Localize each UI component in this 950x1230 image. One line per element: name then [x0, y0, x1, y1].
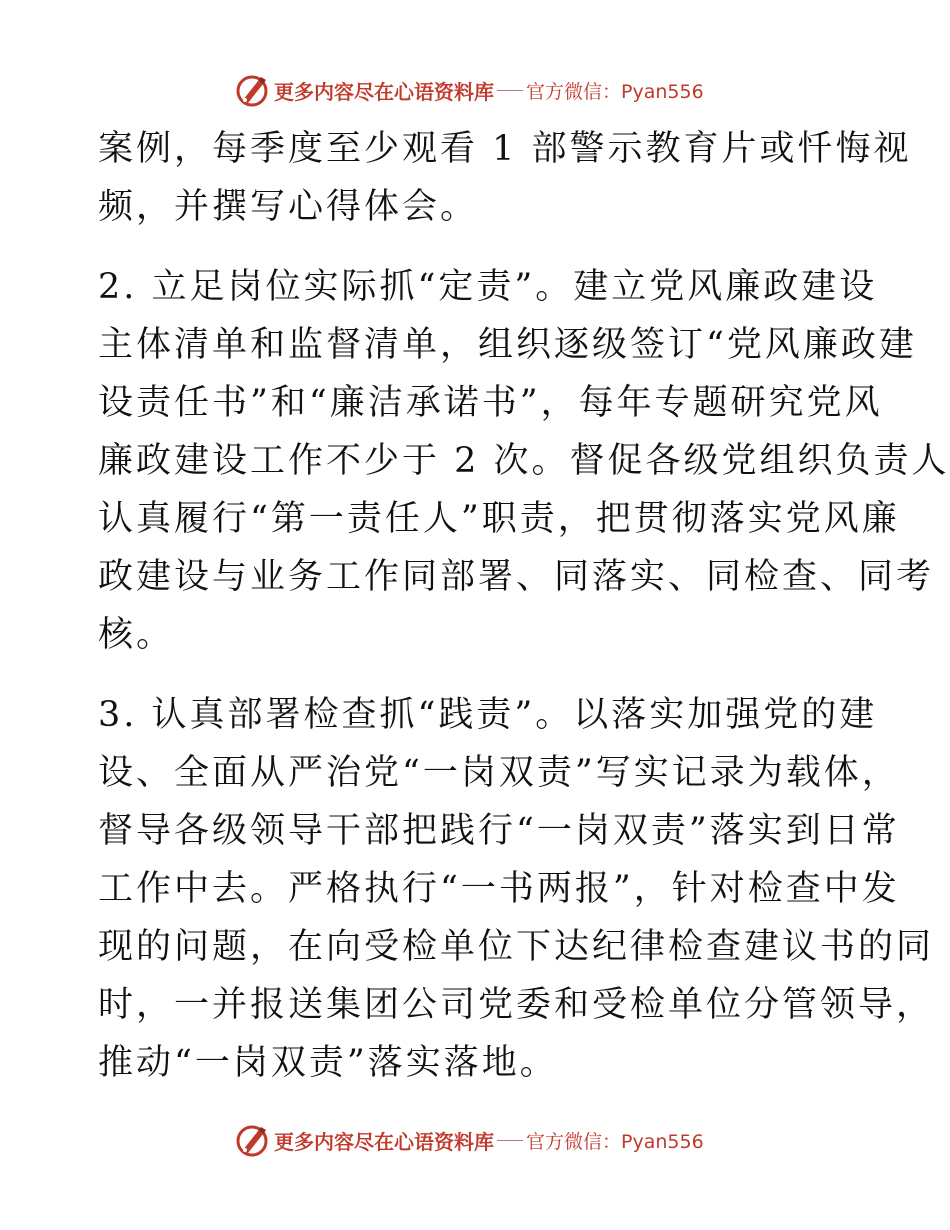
watermark-dash	[497, 90, 523, 91]
header-watermark	[234, 72, 704, 108]
text-line: 廉政建设工作不少于 2 次。督促各级党组织负责人	[98, 441, 950, 481]
text-line: 认真履行“第一责任人”职责，把贯彻落实党风廉	[98, 499, 900, 539]
watermark-sub-text: 官方微信：Pyan556	[526, 80, 704, 103]
text-line: 主体清单和监督清单，组织逐级签订“党风廉政建	[98, 325, 917, 365]
text-line: 工作中去。严格执行“一书两报”，针对检查中发	[98, 869, 900, 909]
text-line: 3. 认真部署检查抓“践责”。以落实加强党的建	[98, 695, 878, 735]
footer-watermark	[234, 1122, 704, 1158]
watermark-sub-text: 官方微信：Pyan556	[526, 1130, 704, 1153]
pen-logo-icon	[234, 1122, 270, 1158]
text-line: 频，并撰写心得体会。	[98, 187, 479, 227]
pen-logo-icon	[234, 72, 270, 108]
paragraph-3	[98, 686, 935, 1092]
text-line: 推动“一岗双责”落实落地。	[98, 1043, 558, 1083]
text-line: 核。	[98, 615, 175, 655]
text-line: 案例，每季度至少观看 1 部警示教育片或忏悔视	[98, 129, 912, 169]
text-line: 政建设与业务工作同部署、同落实、同检查、同考	[98, 557, 935, 597]
text-line: 现的问题，在向受检单位下达纪律检查建议书的同	[98, 927, 935, 967]
watermark-dash	[497, 1140, 523, 1141]
text-line: 设、全面从严治党“一岗双责”写实记录为载体，	[98, 753, 900, 793]
text-line: 督导各级领导干部把践行“一岗双责”落实到日常	[98, 811, 900, 851]
paragraph-1	[98, 120, 912, 236]
paragraph-2	[98, 258, 950, 664]
text-line: 2. 立足岗位实际抓“定责”。建立党风廉政建设	[98, 267, 878, 307]
text-line: 时，一并报送集团公司党委和受检单位分管领导，	[98, 985, 935, 1025]
text-line: 设责任书”和“廉洁承诺书”，每年专题研究党风	[98, 383, 883, 423]
watermark-main-text: 更多内容尽在心语资料库	[274, 79, 494, 104]
document-body	[98, 120, 950, 1092]
watermark-main-text: 更多内容尽在心语资料库	[274, 1129, 494, 1154]
